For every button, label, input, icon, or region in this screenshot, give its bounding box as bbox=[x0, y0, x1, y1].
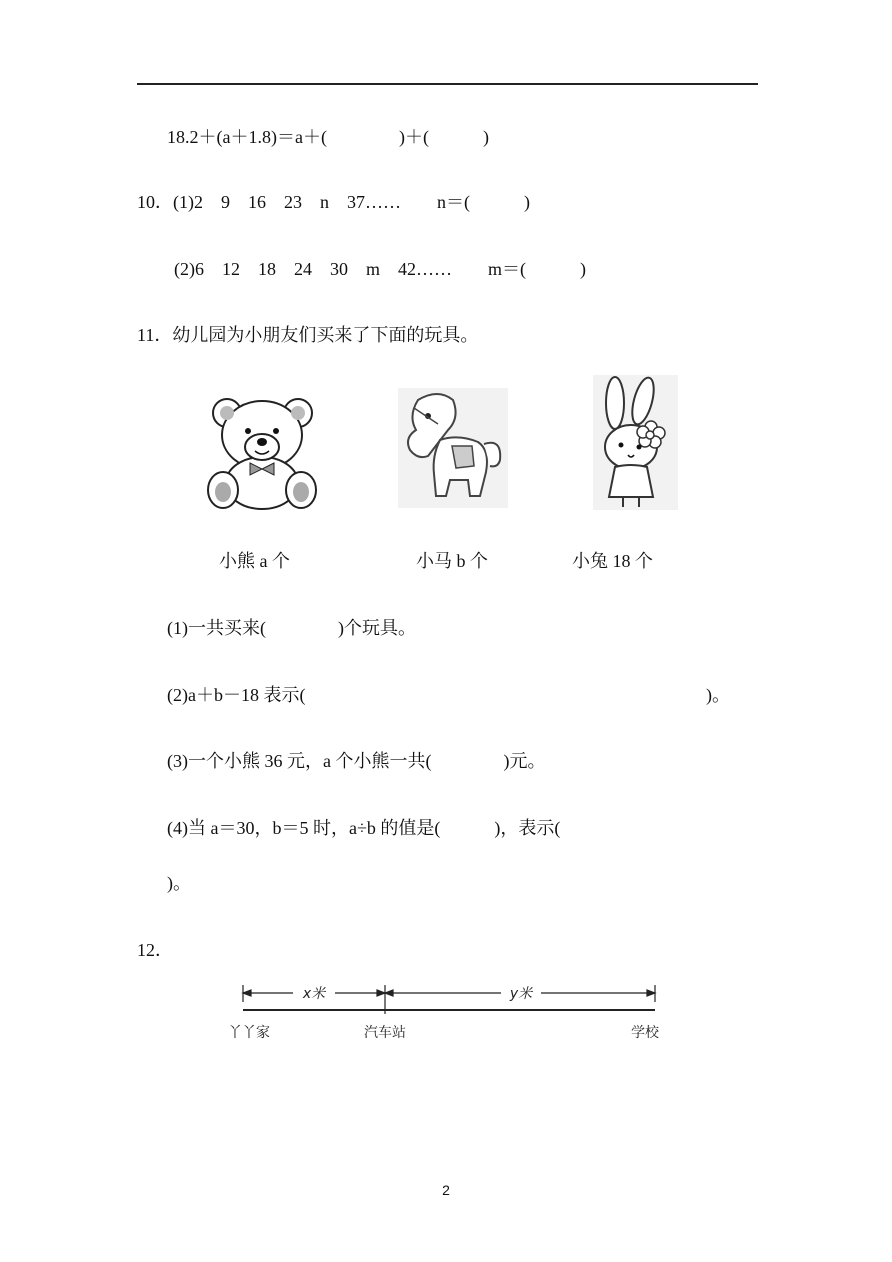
question-11-part-3: (3)一个小熊 36 元，a 个小熊一共( )元。 bbox=[167, 751, 546, 771]
question-11-part-4: (4)当 a＝30，b＝5 时，a÷b 的值是( )，表示( bbox=[167, 818, 561, 838]
bus-station-label: 汽车站 bbox=[364, 1025, 406, 1041]
segment-x-label: x米 bbox=[302, 986, 326, 1002]
header-rule bbox=[137, 83, 758, 85]
segment-y-label: y米 bbox=[509, 986, 533, 1002]
question-10-part-1: 10．(1)2 9 16 23 n 37…… n＝( ) bbox=[137, 192, 530, 212]
toy-horse-illustration bbox=[398, 388, 508, 508]
bunny-illustration bbox=[593, 375, 678, 510]
home-label: 丫丫家 bbox=[228, 1025, 270, 1041]
bear-label: 小熊 a 个 bbox=[219, 551, 290, 571]
bunny-label: 小兔 18 个 bbox=[572, 551, 653, 571]
question-12-number: 12． bbox=[137, 940, 173, 960]
question-11-part-4-close: )。 bbox=[167, 873, 191, 893]
distance-diagram bbox=[225, 980, 675, 1050]
teddy-bear-illustration bbox=[205, 395, 320, 513]
question-11-part-2: (2)a＋b－18 表示( bbox=[167, 685, 306, 705]
question-11-part-1: (1)一共买来( )个玩具。 bbox=[167, 618, 416, 638]
question-10-part-2: (2)6 12 18 24 30 m 42…… m＝( ) bbox=[174, 259, 586, 279]
equation-line: 18.2＋(a＋1.8)＝a＋( )＋( ) bbox=[167, 127, 489, 147]
school-label: 学校 bbox=[631, 1025, 659, 1041]
question-11-part-2-close: )。 bbox=[706, 685, 730, 705]
question-11-intro: 11．幼儿园为小朋友们买来了下面的玩具。 bbox=[137, 325, 479, 345]
horse-label: 小马 b 个 bbox=[416, 551, 488, 571]
page-number: 2 bbox=[442, 1182, 450, 1198]
